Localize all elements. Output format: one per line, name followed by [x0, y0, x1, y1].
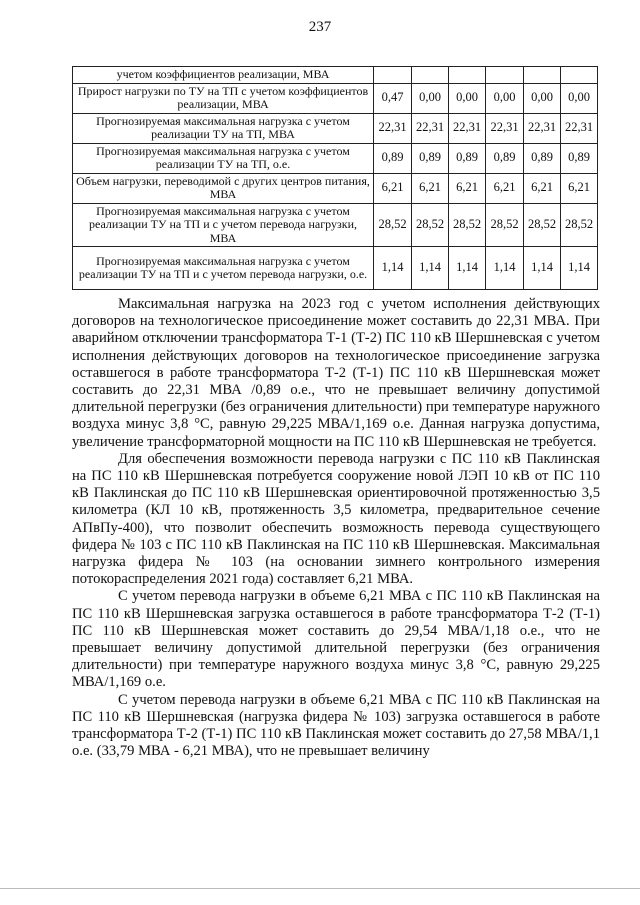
row-value: 6,21: [524, 173, 561, 203]
row-value: 0,00: [486, 83, 524, 113]
row-value: 1,14: [486, 247, 524, 290]
row-value: 0,89: [561, 143, 598, 173]
row-value: 22,31: [561, 113, 598, 143]
paragraph: Для обеспечения возможности перевода нагрузки с ПС 110 кВ Паклинская на ПС 110 кВ Шершневская потребуется сооружение новой ЛЭП 10 кВ от ПС 110 кВ Паклинская до ПС 110 кВ Шершневская ориентировочной протяженностью 3,5 километра (КЛ 10 кВ, протяженность 3,5 километра, предварительное сечение АПвПу-400), что позволит обеспечить возможность перевода существующего фидера № 103 с ПС 110 кВ Паклинская на ПС 110 кВ Шершневская. Максимальная нагрузка фидера № 103 (на основании зимнего контрольного измерения потокораспределения 2021 года) составляет 6,21 МВА.: [72, 450, 600, 588]
table-row: [73, 113, 598, 143]
page-number: 237: [308, 19, 332, 35]
row-value: 0,89: [524, 143, 561, 173]
row-value: 22,31: [449, 113, 486, 143]
row-value: [412, 67, 449, 84]
footer-rule: [0, 888, 640, 889]
row-value: 1,14: [524, 247, 561, 290]
row-value: [524, 67, 561, 84]
row-value: 1,14: [449, 247, 486, 290]
row-value: 0,00: [412, 83, 449, 113]
table-row: [73, 67, 598, 84]
row-value: 0,89: [412, 143, 449, 173]
table-body: [73, 67, 598, 290]
row-value: 28,52: [449, 203, 486, 247]
table-row: [73, 203, 598, 247]
row-label: Прогнозируемая максимальная нагрузка с учетом реализации ТУ на ТП и с учетом перевода нагрузки, о.е.: [73, 247, 374, 290]
row-value: 0,00: [449, 83, 486, 113]
row-value: [449, 67, 486, 84]
table-row: [73, 247, 598, 290]
row-value: 0,47: [374, 83, 412, 113]
row-value: 0,89: [486, 143, 524, 173]
row-value: 6,21: [449, 173, 486, 203]
row-value: 1,14: [561, 247, 598, 290]
row-value: 0,89: [449, 143, 486, 173]
row-label: Прогнозируемая максимальная нагрузка с учетом реализации ТУ на ТП и с учетом перевода нагрузки, МВА: [73, 203, 374, 247]
row-label: учетом коэффициентов реализации, МВА: [73, 67, 374, 84]
paragraph: С учетом перевода нагрузки в объеме 6,21 МВА с ПС 110 кВ Паклинская на ПС 110 кВ Шершневская загрузка оставшегося в работе трансформатора Т-2 (Т-1) ПС 110 кВ Шершневская может составить до 29,54 МВА/1,18 о.е., что не превышает величину допустимой длительной перегрузки (без ограничения длительности) при температуре наружного воздуха минус 3,8 °С, равную 29,225 МВА/1,169 о.е.: [72, 588, 600, 691]
row-value: 6,21: [374, 173, 412, 203]
row-label: Объем нагрузки, переводимой с других центров питания, МВА: [73, 173, 374, 203]
table-row: [73, 173, 598, 203]
row-label: Прогнозируемая максимальная нагрузка с учетом реализации ТУ на ТП, МВА: [73, 113, 374, 143]
row-value: 28,52: [524, 203, 561, 247]
row-value: [486, 67, 524, 84]
paragraph: Максимальная нагрузка на 2023 год с учетом исполнения действующих договоров на технологическое присоединение может составить до 22,31 МВА. При аварийном отключении трансформатора Т-1 (Т-2) ПС 110 кВ Шершневская с учетом исполнения действующих договоров на технологическое присоединение загрузка оставшегося в работе трансформатора Т-2 (Т-1) ПС 110 кВ Шершневская может составить до 22,31 МВА /0,89 о.е., что не превышает величину допустимой длительной перегрузки (без ограничения длительности) при температуре наружного воздуха минус 3,8 °С, равную 29,225 МВА/1,169 о.е. Данная нагрузка допустима, увеличение трансформаторной мощности на ПС 110 кВ Шершневская не требуется.: [72, 296, 600, 450]
row-value: 28,52: [412, 203, 449, 247]
table-row: [73, 83, 598, 113]
row-value: 6,21: [412, 173, 449, 203]
row-value: 22,31: [524, 113, 561, 143]
row-value: [561, 67, 598, 84]
load-table: [72, 66, 598, 290]
row-value: 22,31: [412, 113, 449, 143]
row-value: 22,31: [486, 113, 524, 143]
row-value: 1,14: [412, 247, 449, 290]
row-value: 28,52: [374, 203, 412, 247]
row-label: Прирост нагрузки по ТУ на ТП с учетом коэффициентов реализации, МВА: [73, 83, 374, 113]
row-value: 0,00: [561, 83, 598, 113]
row-value: 0,00: [524, 83, 561, 113]
row-value: 28,52: [486, 203, 524, 247]
row-value: 22,31: [374, 113, 412, 143]
row-label: Прогнозируемая максимальная нагрузка с учетом реализации ТУ на ТП, о.е.: [73, 143, 374, 173]
row-value: 0,89: [374, 143, 412, 173]
body-text: [72, 296, 600, 760]
row-value: 1,14: [374, 247, 412, 290]
table-row: [73, 143, 598, 173]
row-value: 6,21: [486, 173, 524, 203]
paragraph: С учетом перевода нагрузки в объеме 6,21 МВА с ПС 110 кВ Паклинская на ПС 110 кВ Шершневская (нагрузка фидера № 103) загрузка оставшегося в работе трансформатора Т-2 (Т-1) ПС 110 кВ Паклинская может составить до 27,58 МВА/1,1 о.е. (33,79 МВА - 6,21 МВА), что не превышает величину: [72, 691, 600, 760]
row-value: 6,21: [561, 173, 598, 203]
row-value: 28,52: [561, 203, 598, 247]
row-value: [374, 67, 412, 84]
